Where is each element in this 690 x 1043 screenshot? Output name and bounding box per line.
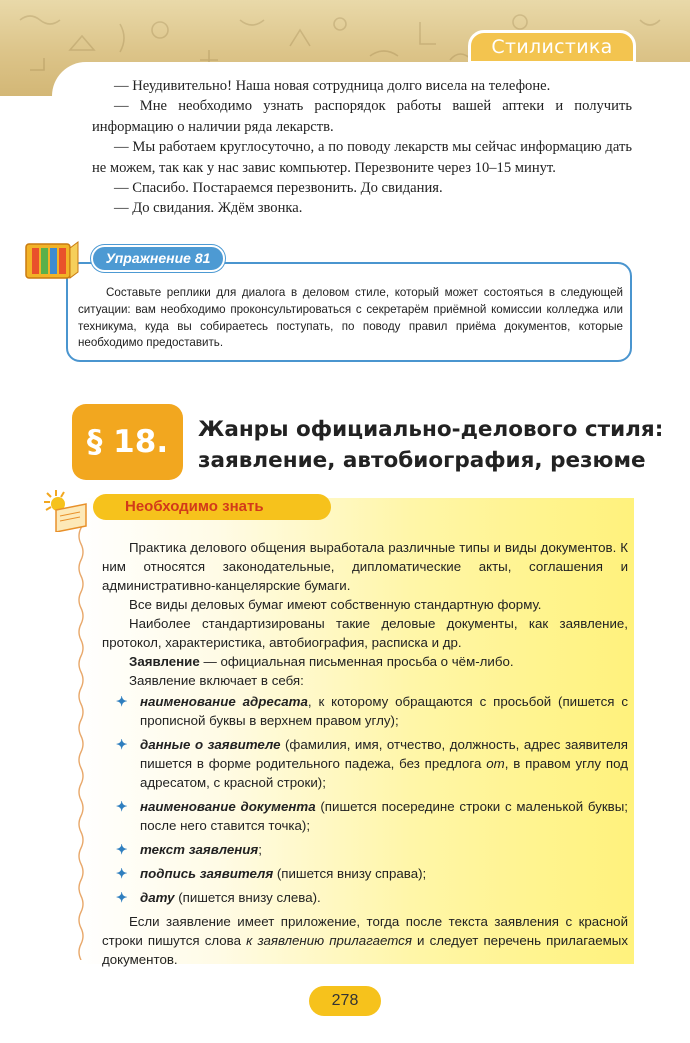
bullet-icon: ✦ [116, 799, 128, 814]
list-item [102, 797, 628, 835]
item-text: , к которому обращаются с просьбой (пишется с прописной буквы в верхнем правом углу); [140, 694, 628, 728]
bullet-icon: ✦ [116, 737, 128, 752]
paragraph: Практика делового общения выработала различные типы и виды документов. К ним относятся законодательные, дипломатические акты, соглашения и административно-канцелярские бумаги. [102, 540, 628, 593]
list-item [102, 864, 628, 883]
item-text: (пишется внизу слева). [174, 890, 321, 905]
italic-phrase: к заявлению прилагается [246, 933, 412, 948]
item-text: (фамилия, имя, отчество, должность, адрес заявителя пишется в форме родительного падежа, без предлога [140, 737, 628, 771]
item-text: , в правом углу под адресатом, с красной строки); [140, 756, 628, 790]
dialogue-line: — Спасибо. Постараемся перезвонить. До свидания. [114, 180, 443, 197]
list-item [102, 735, 628, 792]
term: Заявление [129, 654, 200, 669]
section-number: § 18. [72, 404, 183, 480]
exercise-paragraph: Составьте реплики для диалога в деловом стиле, который может состояться в следующей ситуации: вам необходимо проконсультироваться с секретарём приёмной комиссии колледжа или техникума, куда вы собираетесь поступать, по поводу правил приёма документов, которые необходимо предоставить. [78, 286, 623, 350]
item-text: (пишется внизу справа); [273, 866, 427, 881]
section-title-line: Жанры официально-делового стиля: [198, 417, 664, 442]
italic-word: от [486, 756, 505, 771]
bullet-icon: ✦ [116, 842, 128, 857]
exercise-text [78, 285, 623, 352]
term: текст заявления [140, 842, 259, 857]
list-item [102, 840, 628, 859]
dialogue-line: — Мы работаем круглосуточно, а по поводу лекарств мы сейчас информацию дать не можем, так как у нас завис компьютер. Перезвоните через 10–15 минут. [92, 139, 632, 176]
requirements-list [102, 692, 628, 907]
must-know-label: Необходимо знать [93, 494, 331, 520]
paragraph [102, 912, 628, 969]
term: наименование документа [140, 799, 316, 814]
bullet-icon: ✦ [116, 890, 128, 905]
paragraph: Наиболее стандартизированы такие деловые документы, как заявление, протокол, характеристика, автобиография, расписка и др. [102, 616, 628, 650]
term: подпись заявителя [140, 866, 274, 881]
paragraph: Заявление включает в себя: [129, 673, 304, 688]
definition-text: — официальная письменная просьба о чём-либо. [199, 654, 514, 669]
section-title-line: заявление, автобиография, резюме [198, 448, 646, 473]
dialogue-text [92, 76, 632, 219]
exercise-label: Упражнение 81 [91, 245, 225, 272]
section-tab: Стилистика [468, 30, 636, 64]
item-text: (пишется посередине строки с маленькой буквы; после него ставится точка); [140, 799, 628, 833]
dialogue-line: — До свидания. Ждём звонка. [114, 200, 303, 217]
term: данные о заявителе [140, 737, 281, 752]
dialogue-line: — Неудивительно! Наша новая сотрудница долго висела на телефоне. [114, 78, 551, 94]
bullet-icon: ✦ [116, 866, 128, 881]
dialogue-line: — Мне необходимо узнать распорядок работы вашей аптеки и получить информацию о наличии ряда лекарств. [92, 98, 632, 135]
definition-paragraph [102, 652, 628, 671]
item-text: ; [258, 842, 262, 857]
term: дату [140, 890, 175, 905]
paragraph: Все виды деловых бумаг имеют собственную стандартную форму. [129, 597, 542, 612]
must-know-text [102, 538, 628, 969]
wavy-border [76, 512, 86, 960]
section-title [198, 414, 668, 476]
page-number: 278 [309, 986, 381, 1016]
list-item [102, 888, 628, 907]
paragraph-text: и следует перечень прилагаемых документов. [102, 933, 628, 967]
list-item [102, 692, 628, 730]
sun-book-icon [42, 488, 90, 532]
paragraph-text: Если заявление имеет приложение, тогда после текста заявления с красной строки пишутся слова [102, 914, 628, 948]
bullet-icon: ✦ [116, 694, 128, 709]
books-icon [22, 238, 84, 284]
term: наименование адресата [140, 694, 308, 709]
